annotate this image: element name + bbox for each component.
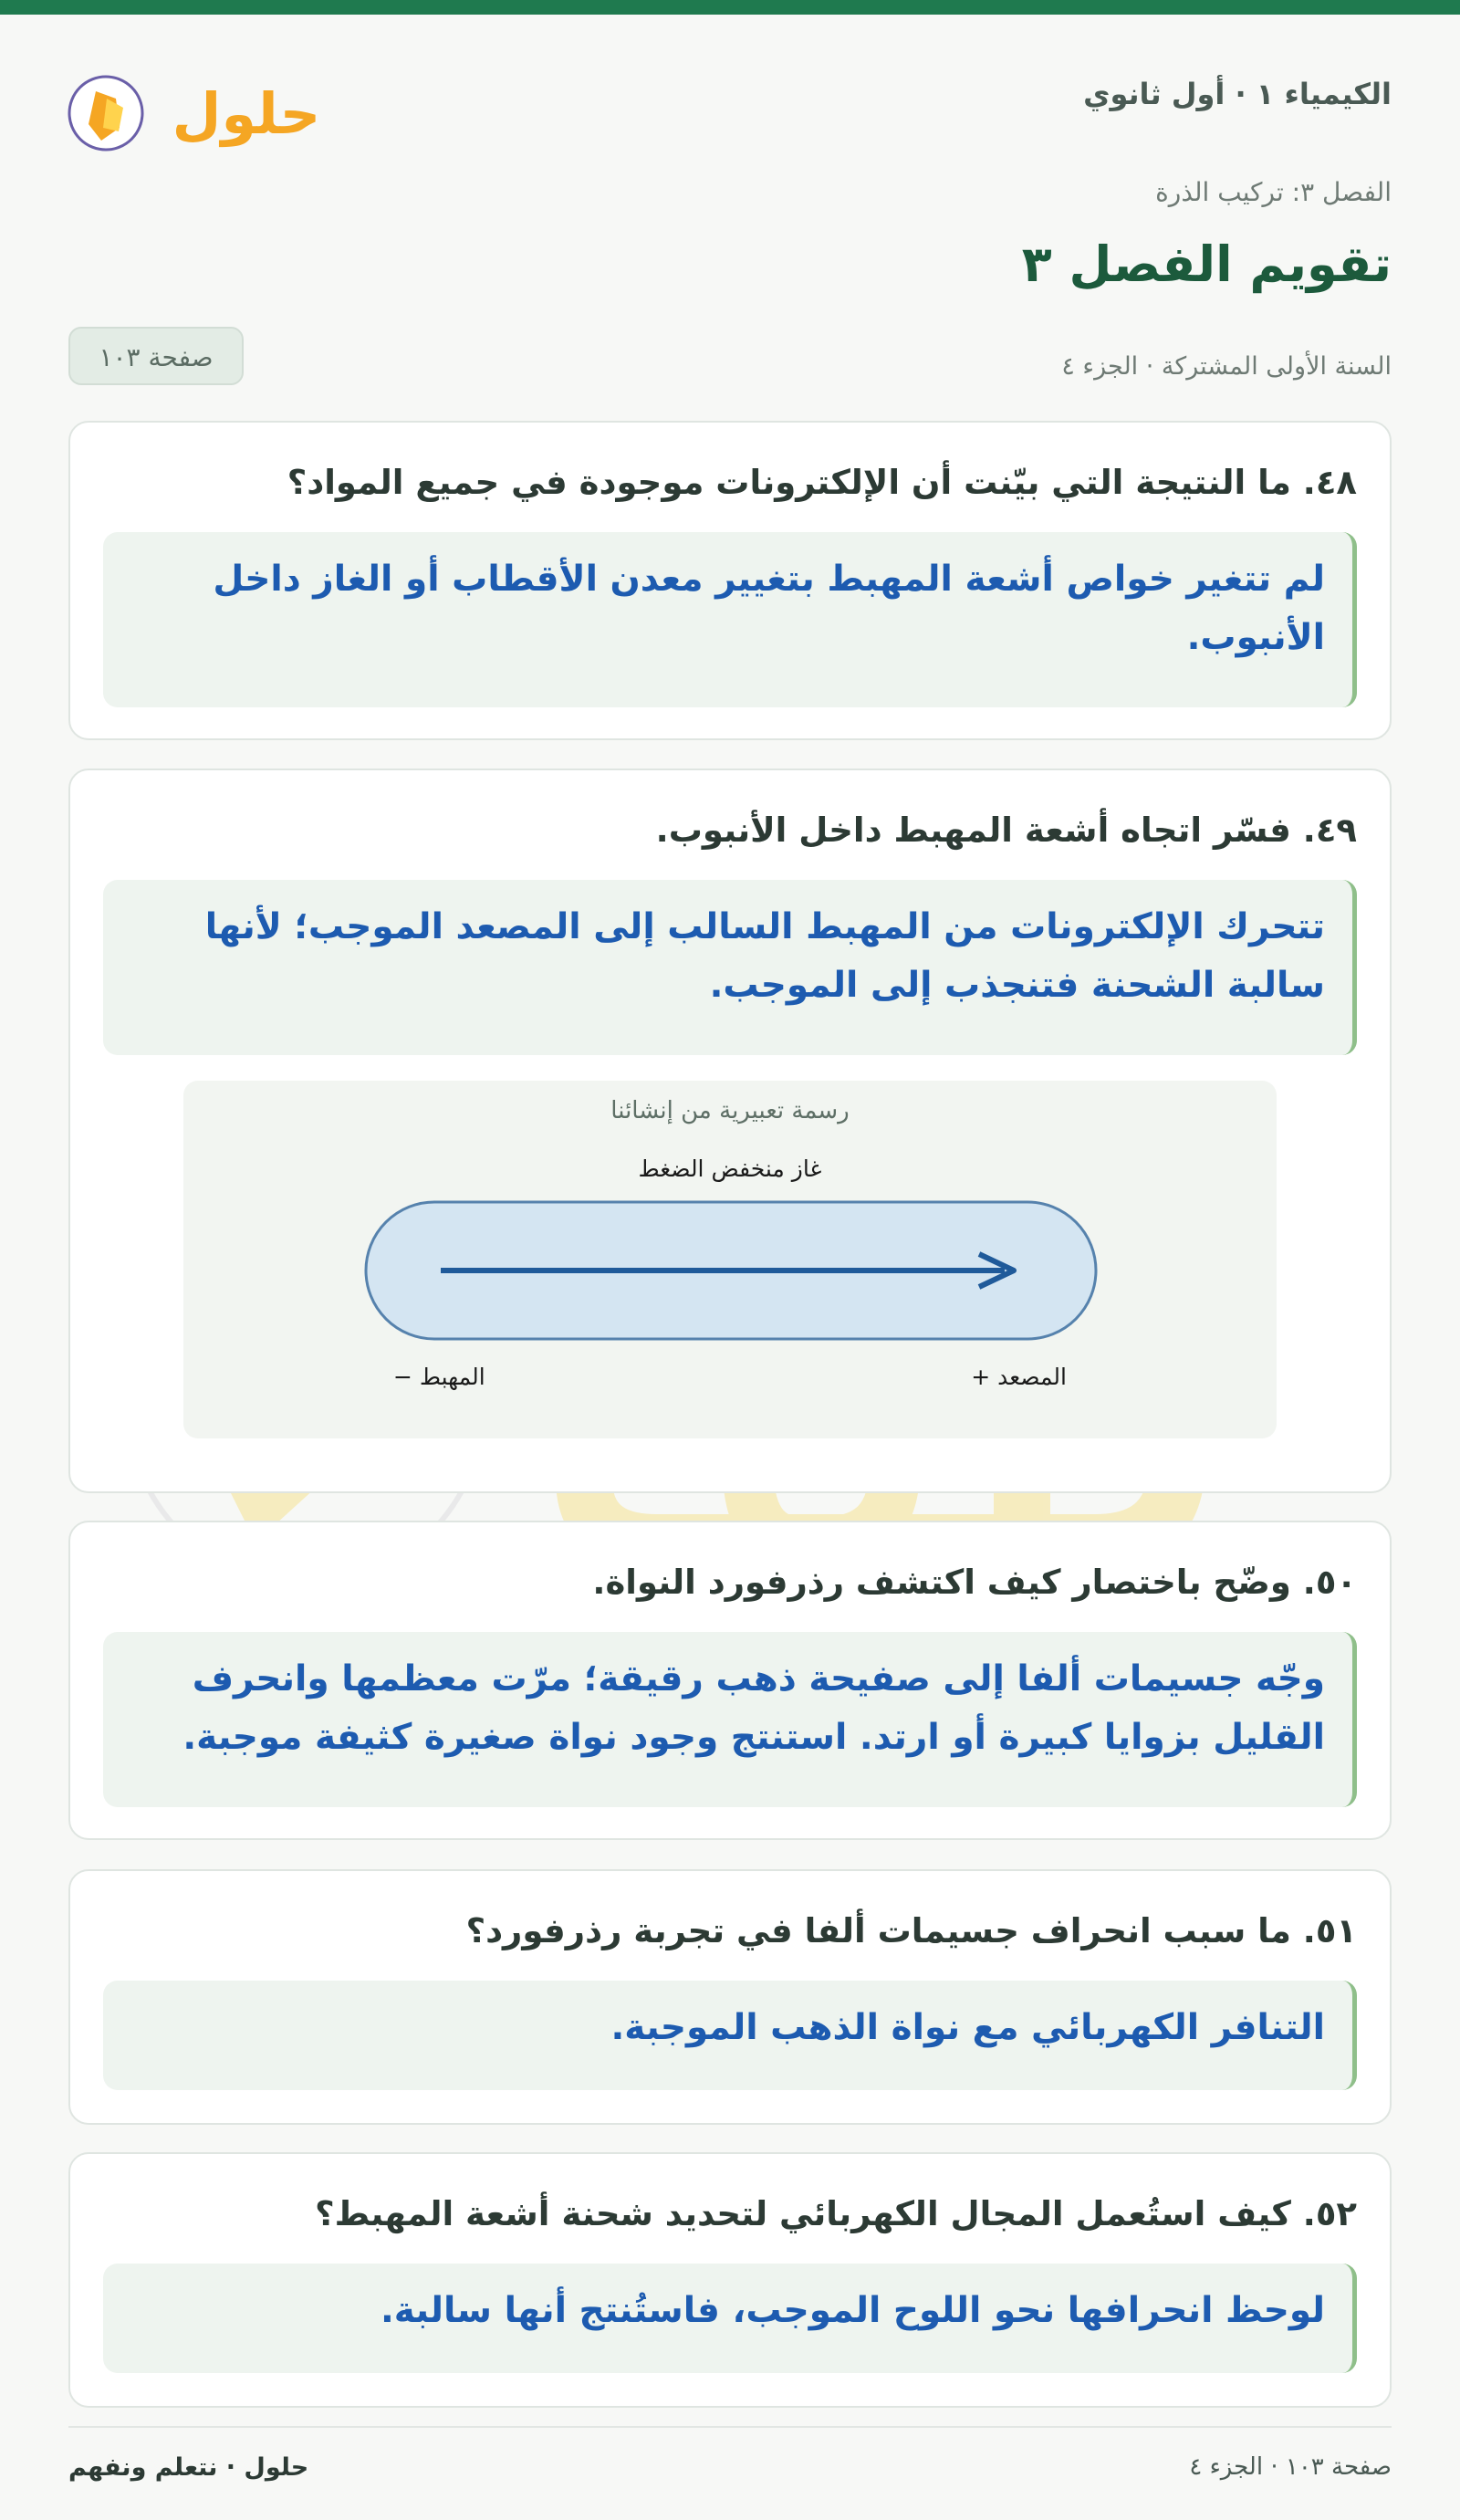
hulul-logo[interactable]: [68, 60, 321, 161]
question-text: ٥١. ما سبب انحراف جسيمات ألفا في تجربة رذرفورد؟: [465, 1911, 1357, 1950]
chapter-label: الفصل ٣: تركيب الذرة: [1155, 177, 1392, 207]
answer-box: لوحظ انحرافها نحو اللوح الموجب، فاستُنتج أنها سالبة.: [103, 2264, 1357, 2373]
question-text: ٤٨. ما النتيجة التي بيّنت أن الإلكترونات موجودة في جميع المواد؟: [287, 463, 1357, 502]
subject-title: الكيمياء ١ · أول ثانوي: [1083, 77, 1392, 111]
question-card-49: [68, 769, 1392, 1493]
tube-graphic: [183, 1199, 1280, 1345]
logo-text: حلول: [172, 80, 321, 147]
answer-box: تتحرك الإلكترونات من المهبط السالب إلى المصعد الموجب؛ لأنها سالبة الشحنة فتنجذب إلى الموجب.: [103, 880, 1357, 1055]
gas-label: غاز منخفض الضغط: [638, 1155, 822, 1182]
page-title: تقويم الفصل ٣: [1021, 235, 1392, 293]
footer-page-info: صفحة ١٠٣ · الجزء ٤: [1189, 2453, 1392, 2481]
cathode-label: المهبط −: [393, 1364, 485, 1390]
cathode-ray-tube-diagram: [183, 1081, 1277, 1438]
question-card-51: [68, 1869, 1392, 2125]
anode-label: المصعد +: [971, 1364, 1067, 1390]
diagram-caption: رسمة تعبيرية من إنشائنا: [610, 1097, 850, 1124]
footer-brand: حلول · نتعلم ونفهم: [68, 2453, 309, 2482]
top-accent-bar: [0, 0, 1460, 15]
question-card-52: [68, 2152, 1392, 2408]
footer-divider: [68, 2426, 1392, 2428]
question-text: ٥٠. وضّح باختصار كيف اكتشف رذرفورد النواة.: [592, 1563, 1357, 1602]
answer-box: لم تتغير خواص أشعة المهبط بتغيير معدن الأقطاب أو الغاز داخل الأنبوب.: [103, 532, 1357, 707]
question-text: ٥٢. كيف استُعمل المجال الكهربائي لتحديد شحنة أشعة المهبط؟: [315, 2194, 1357, 2233]
book-meta: السنة الأولى المشتركة · الجزء ٤: [1061, 352, 1392, 381]
page-number-badge: صفحة ١٠٣: [68, 327, 244, 385]
answer-box: وجّه جسيمات ألفا إلى صفيحة ذهب رقيقة؛ مرّت معظمها وانحرف القليل بزوايا كبيرة أو ارتد. استنتج وجود نواة صغيرة كثيفة موجبة.: [103, 1632, 1357, 1807]
question-card-50: [68, 1521, 1392, 1840]
question-card-48: [68, 421, 1392, 740]
answer-box: التنافر الكهربائي مع نواة الذهب الموجبة.: [103, 1981, 1357, 2090]
question-text: ٤٩. فسّر اتجاه أشعة المهبط داخل الأنبوب.: [655, 810, 1357, 850]
